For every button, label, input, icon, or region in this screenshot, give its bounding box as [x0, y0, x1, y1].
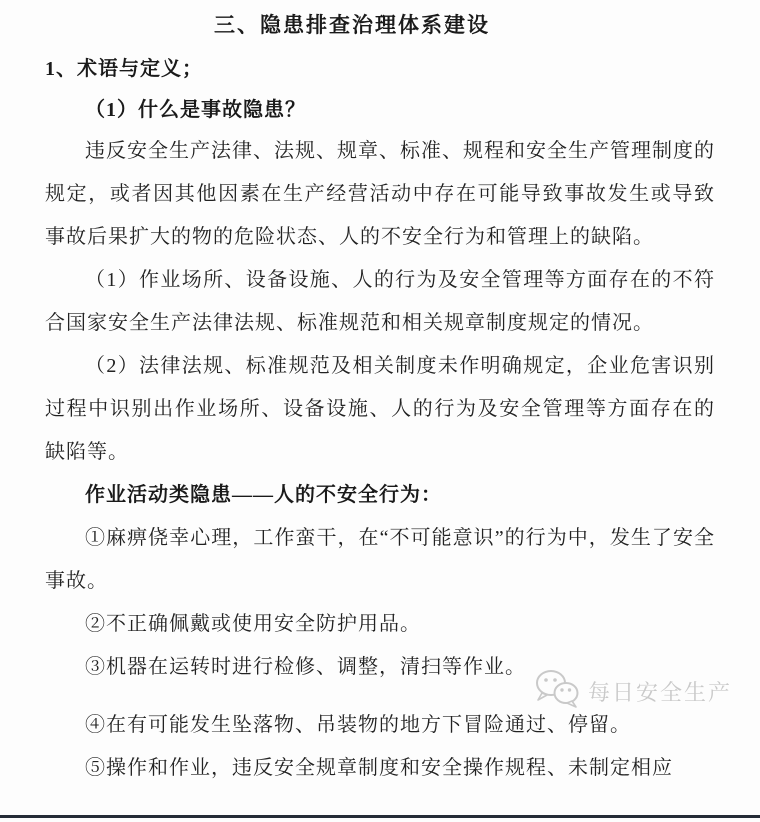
bottom-border-line	[0, 815, 760, 818]
sub-heading-what-is-hidden-danger: （1）什么是事故隐患？	[85, 99, 306, 121]
page-title: 三、隐患排查治理体系建设	[214, 13, 490, 37]
heading-unsafe-behavior: 作业活动类隐患——人的不安全行为：	[85, 484, 442, 506]
watermark-label: 每日安全生产	[587, 680, 732, 705]
behavior-item-2: ②不正确佩戴或使用安全防护用品。	[85, 613, 421, 635]
behavior-item-4: ④在有可能发生坠落物、吊装物的地方下冒险通过、停留。	[85, 714, 631, 736]
paragraph-item-2: （2）法律法规、标准规范及相关制度未作明确规定，企业危害识别过程中识别出作业场所、设备设施、人的行为及安全管理等方面存在的缺陷等。	[45, 355, 715, 463]
paragraph-item-1: （1）作业场所、设备设施、人的行为及安全管理等方面存在的不符合国家安全生产法律法规、标准规范和相关规章制度规定的情况。	[45, 269, 715, 334]
behavior-item-1: ①麻痹侥幸心理，工作蛮干，在“不可能意识”的行为中，发生了安全事故。	[45, 527, 715, 592]
section-heading-terms-definitions: 1、术语与定义；	[45, 58, 203, 80]
behavior-item-3: ③机器在运转时进行检修、调整，清扫等作业。	[85, 656, 526, 678]
behavior-item-5: ⑤操作和作业，违反安全规章制度和安全操作规程、未制定相应	[85, 757, 673, 779]
paragraph-definition: 违反安全生产法律、法规、规章、标准、规程和安全生产管理制度的规定，或者因其他因素在生产经营活动中存在可能导致事故发生或导致事故后果扩大的物的危险状态、人的不安全行为和管理上的缺陷。	[45, 140, 715, 248]
